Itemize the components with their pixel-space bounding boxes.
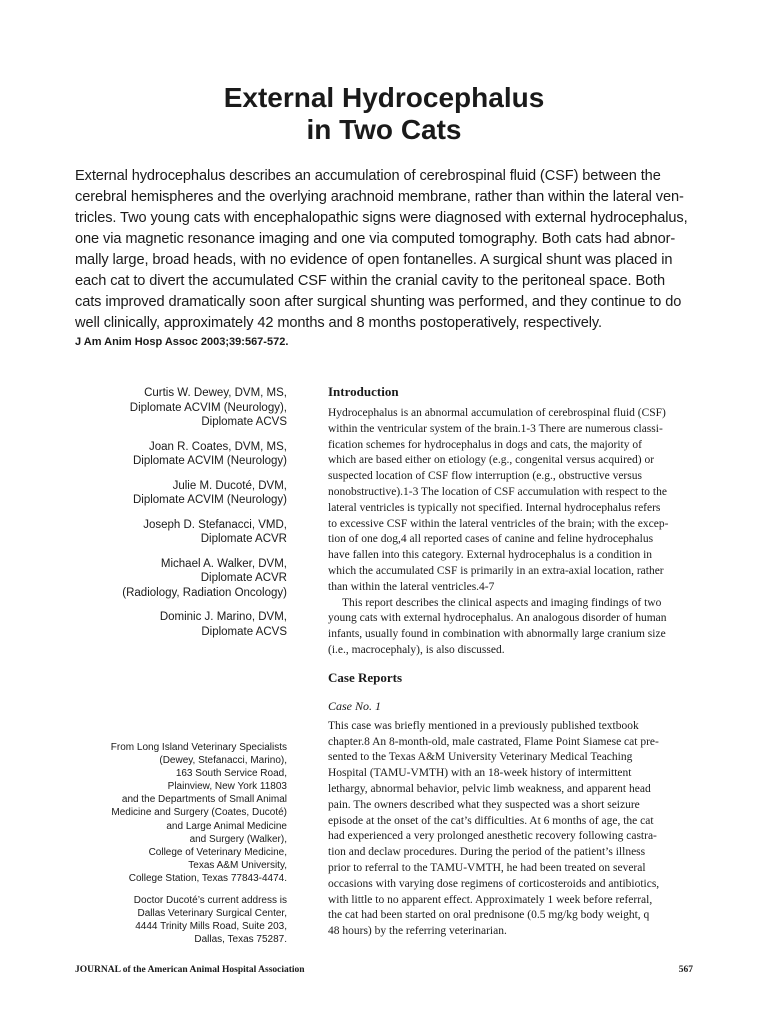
text-line: with little to no apparent effect. Approximately 1 week before referral, <box>328 893 653 906</box>
affiliation-line: (Dewey, Stefanacci, Marino), <box>159 755 287 767</box>
author-line: Diplomate ACVR <box>200 572 287 584</box>
text-line: than within the lateral ventricles.4-7 <box>328 580 495 593</box>
text-line: infants, usually found in combination with abnormally large cranium size <box>328 628 666 641</box>
current-address-line: Dallas, Texas 75287. <box>194 934 287 946</box>
text-line: suspected location of CSF flow interruption (e.g., obstructive versus <box>328 470 642 483</box>
author-line: Joan R. Coates, DVM, MS, <box>148 440 287 453</box>
author-entry <box>57 440 287 469</box>
author-line: Julie M. Ducoté, DVM, <box>172 479 287 492</box>
abstract-line: well clinically, approximately 42 months and 8 months postoperatively, respectively. <box>75 315 602 331</box>
affiliation-line: Medicine and Surgery (Coates, Ducoté) <box>111 807 287 819</box>
introduction-paragraph-1 <box>328 406 694 596</box>
text-line: within the ventricular system of the brain.1-3 There are numerous classi- <box>328 422 663 435</box>
abstract-line: tricles. Two young cats with encephalopathic signs were diagnosed with external hydrocephalus, <box>75 210 688 226</box>
text-line: tion of one dog,4 all reported cases of canine and feline hydrocephalus <box>328 533 654 546</box>
current-address-line: 4444 Trinity Mills Road, Suite 203, <box>135 921 287 933</box>
author-line: Curtis W. Dewey, DVM, MS, <box>144 387 287 399</box>
author-entry <box>57 518 287 547</box>
author-line: Dominic J. Marino, DVM, <box>159 611 287 623</box>
case-reports-heading: Case Reports <box>328 669 403 685</box>
introduction-paragraph-2 <box>328 596 694 659</box>
author-line: Diplomate ACVR <box>200 533 287 545</box>
author-line: (Radiology, Radiation Oncology) <box>122 586 287 599</box>
text-line: fication schemes for hydrocephalus in dogs and cats, the majority of <box>328 438 642 451</box>
author-line: Diplomate ACVIM (Neurology) <box>132 494 287 506</box>
text-line: This case was briefly mentioned in a previously published textbook <box>328 719 639 732</box>
main-text-column <box>328 384 694 940</box>
text-line: Hospital (TAMU-VMTH) with an 18-week history of intermittent <box>328 767 632 780</box>
abstract-line: External hydrocephalus describes an accumulation of cerebrospinal fluid (CSF) between the <box>75 168 661 184</box>
abstract <box>75 166 695 334</box>
affiliation-line: Plainview, New York 11803 <box>167 781 287 793</box>
author-line: Diplomate ACVS <box>201 625 287 638</box>
introduction-heading: Introduction <box>328 384 399 399</box>
text-line: which the accumulated CSF is primarily in an extra-axial location, rather <box>328 564 664 577</box>
text-line: (i.e., macrocephaly), is also discussed. <box>328 643 505 656</box>
title-line-1: External Hydrocephalus <box>223 82 545 113</box>
author-line: Michael A. Walker, DVM, <box>160 557 287 570</box>
author-entry <box>57 479 287 508</box>
affiliation-line: 163 South Service Road, <box>175 768 287 780</box>
affiliation-line: From Long Island Veterinary Specialists <box>110 742 287 753</box>
title-line-2: in Two Cats <box>306 114 462 145</box>
text-line: sented to the Texas A&M University Veterinary Medical Teaching <box>328 751 633 764</box>
affiliation-line: College Station, Texas 77843-4474. <box>128 872 287 884</box>
text-line: had experienced a very prolonged anesthetic recovery following castra- <box>328 830 657 843</box>
text-line: prior to referral to the TAMU-VMTH, he had been treated on several <box>328 861 646 874</box>
journal-name: JOURNAL of the American Animal Hospital Association <box>75 965 305 975</box>
text-line: occasions with varying dose regimens of corticosteroids and antibiotics, <box>328 877 660 890</box>
author-entry <box>57 557 287 601</box>
author-line: Diplomate ACVS <box>201 416 287 428</box>
author-list <box>57 386 287 649</box>
affiliation-line: Texas A&M University, <box>188 859 287 871</box>
author-entry <box>57 610 287 639</box>
text-line: This report describes the clinical aspects and imaging findings of two <box>342 596 662 609</box>
text-line: to excessive CSF within the lateral ventricles of the brain; with the excep- <box>328 517 669 530</box>
text-line: pain. The owners described what they suspected was a short seizure <box>328 798 640 811</box>
text-line: young cats with external hydrocephalus. An analogous disorder of human <box>328 612 667 625</box>
author-line: Diplomate ACVIM (Neurology) <box>132 455 287 467</box>
affiliation-line: and Large Animal Medicine <box>166 820 287 832</box>
text-line: Hydrocephalus is an abnormal accumulation of cerebrospinal fluid (CSF) <box>328 407 666 419</box>
abstract-line: mally large, broad heads, with no evidence of open fontanelles. A surgical shunt was placed in <box>75 252 673 268</box>
text-line: the cat had been started on oral prednisone (0.5 mg/kg body weight, q <box>328 909 650 922</box>
abstract-line: cerebral hemispheres and the overlying arachnoid membrane, rather than within the lateral ven- <box>75 189 684 205</box>
affiliation-line: and Surgery (Walker), <box>189 833 287 845</box>
text-line: chapter.8 An 8-month-old, male castrated, Flame Point Siamese cat pre- <box>328 735 659 748</box>
text-line: which are based either on etiology (e.g., congenital versus acquired) or <box>328 454 655 467</box>
text-line: lateral ventricles is typically not specified. Internal hydrocephalus refers <box>328 501 661 514</box>
case-1-paragraph <box>328 719 694 940</box>
abstract-line: each cat to divert the accumulated CSF within the cranial cavity to the peritoneal space. Both <box>75 273 666 289</box>
abstract-line: one via magnetic resonance imaging and one via computed tomography. Both cats had abnor- <box>75 231 676 247</box>
text-line: episode at the onset of the cat’s difficulties. At 6 months of age, the cat <box>328 814 654 827</box>
affiliation-line: and the Departments of Small Animal <box>121 794 287 806</box>
author-line: Joseph D. Stefanacci, VMD, <box>143 518 287 531</box>
author-line: Diplomate ACVIM (Neurology), <box>129 401 287 414</box>
affiliation-block <box>47 741 287 946</box>
current-address-line: Dallas Veterinary Surgical Center, <box>137 908 287 920</box>
abstract-line: cats improved dramatically soon after surgical shunting was performed, and they continue to do <box>75 294 682 310</box>
text-line: 48 hours) by the referring veterinarian. <box>328 925 507 938</box>
text-line: lethargy, abnormal behavior, pelvic limb weakness, and apparent head <box>328 782 651 795</box>
citation: J Am Anim Hosp Assoc 2003;39:567-572. <box>75 336 289 348</box>
current-address-line: Doctor Ducoté’s current address is <box>133 895 287 907</box>
page-number: 567 <box>678 965 693 975</box>
affiliation-line: College of Veterinary Medicine, <box>148 846 287 858</box>
text-line: nonobstructive).1-3 The location of CSF accumulation with respect to the <box>328 485 667 498</box>
text-line: tion and declaw procedures. During the period of the patient’s illness <box>328 846 646 859</box>
author-entry <box>57 386 287 430</box>
text-line: have fallen into this category. External hydrocephalus is a condition in <box>328 549 653 562</box>
article-title <box>0 82 768 146</box>
case-1-subheading: Case No. 1 <box>328 698 382 713</box>
